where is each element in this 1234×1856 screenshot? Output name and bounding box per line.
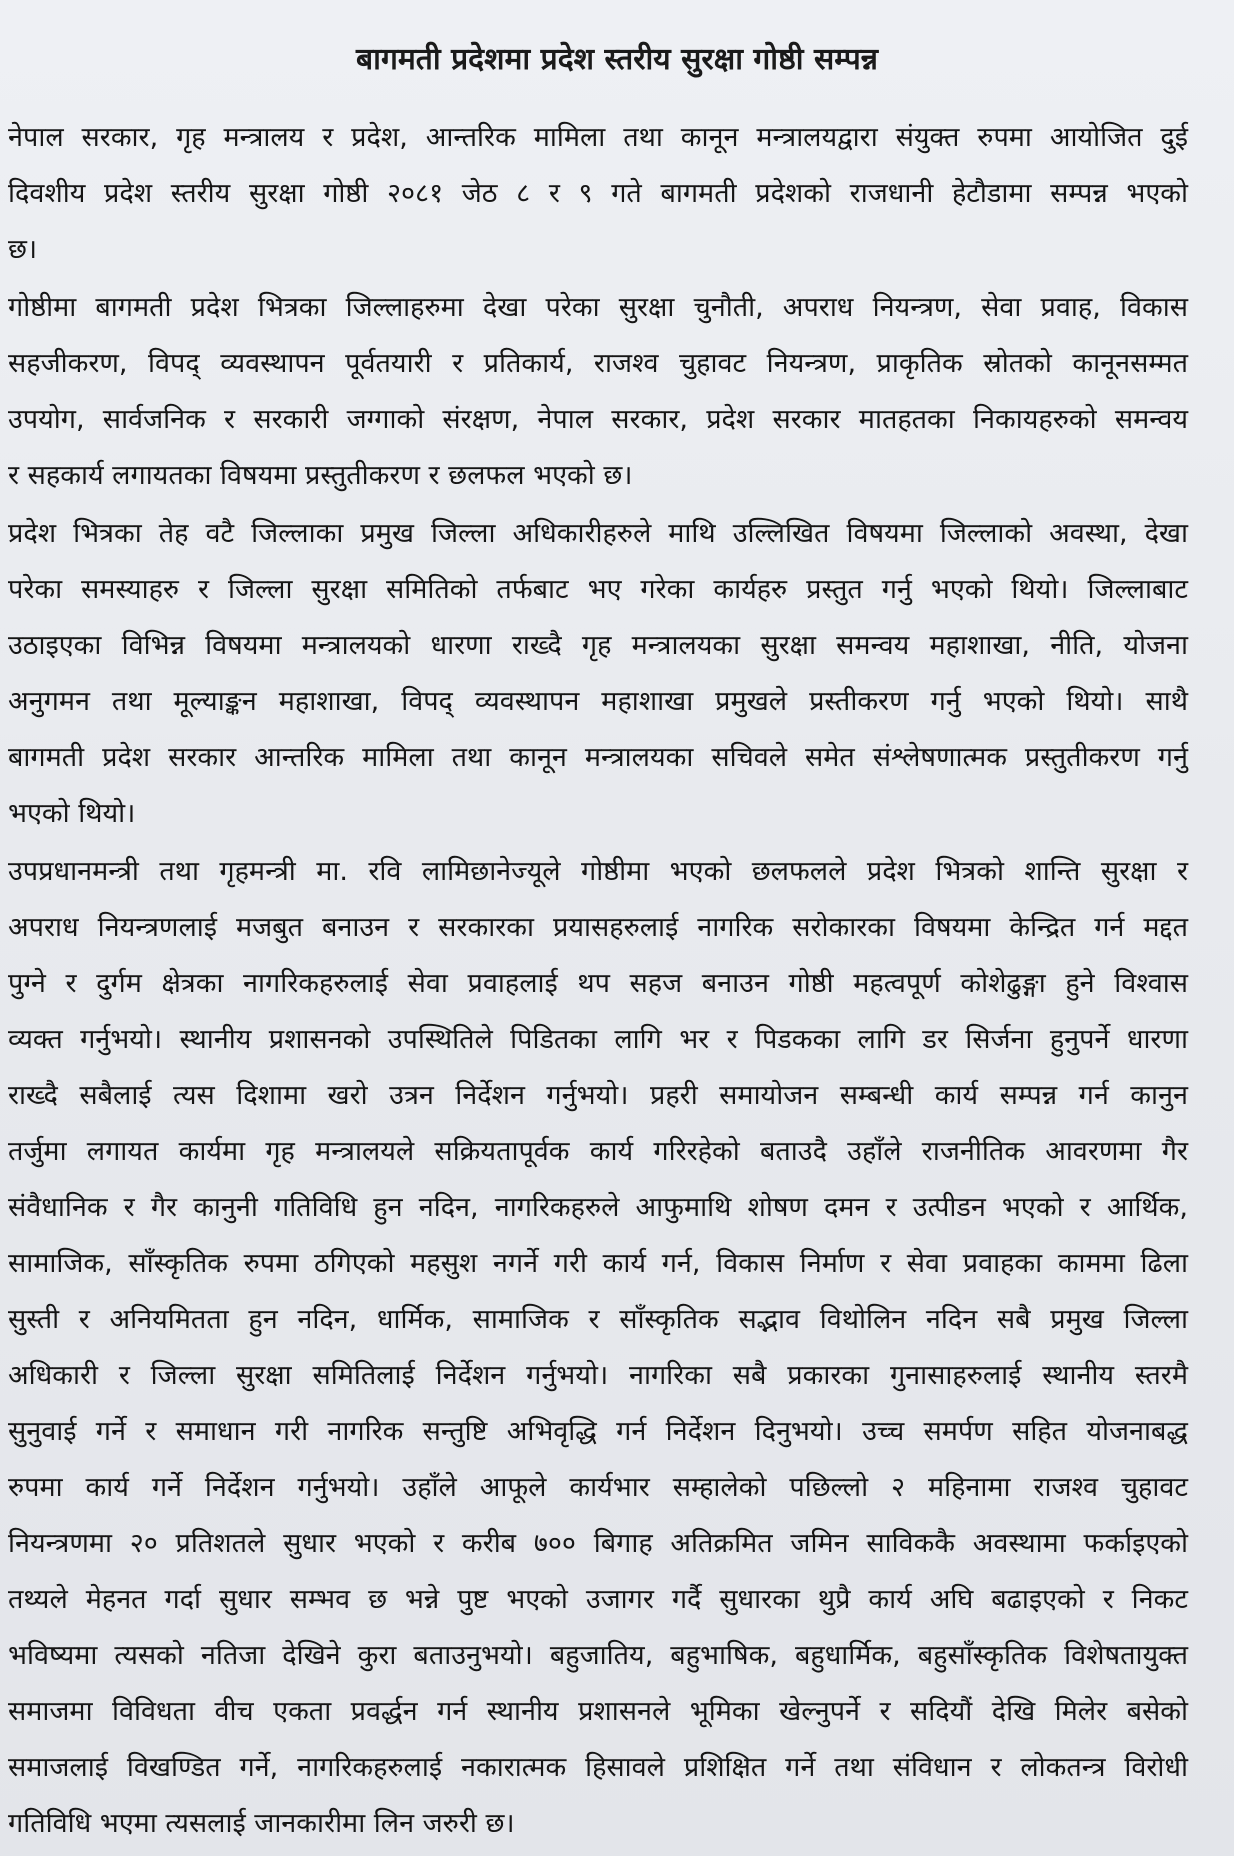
paragraph	[8, 844, 1188, 1852]
document-title: बागमती प्रदेशमा प्रदेश स्तरीय सुरक्षा गोष्ठी सम्पन्न	[356, 42, 878, 77]
text-line: अधिकारी र जिल्ला सुरक्षा समितिलाई निर्देशन गर्नुभयो। नागरिका सबै प्रकारका गुनासाहरुलाई स्थानीय स्तरमै	[8, 1360, 1188, 1391]
text-line: अपराध नियन्त्रणलाई मजबुत बनाउन र सरकारका प्रयासहरुलाई नागरिक सरोकारका विषयमा केन्द्रित गर्न मद्दत	[8, 912, 1188, 943]
paragraph	[8, 280, 1188, 504]
text-line: सुस्ती र अनियमितता हुन नदिन, धार्मिक, सामाजिक र साँस्कृतिक सद्भाव विथोलिन नदिन सबै प्रमुख जिल्ला	[8, 1304, 1188, 1335]
text-line: तर्जुमा लगायत कार्यमा गृह मन्त्रालयले सक्रियतापूर्वक कार्य गरिरहेको बताउदै उहाँले राजनीतिक आवरणमा गैर	[8, 1136, 1188, 1167]
text-line: सामाजिक, साँस्कृतिक रुपमा ठगिएको महसुश नगर्ने गरी कार्य गर्न, विकास निर्माण र सेवा प्रवाहका काममा ढिला	[8, 1248, 1188, 1279]
text-line: तथ्यले मेहनत गर्दा सुधार सम्भव छ भन्ने पुष्ट भएको उजागर गर्दै सुधारका थुप्रै कार्य अघि बढाइएको र निकट	[8, 1584, 1188, 1615]
text-line: राख्दै सबैलाई त्यस दिशामा खरो उत्रन निर्देशन गर्नुभयो। प्रहरी समायोजन सम्बन्धी कार्य सम्पन्न गर्न कानुन	[8, 1080, 1188, 1111]
text-line: भविष्यमा त्यसको नतिजा देखिने कुरा बताउनुभयो। बहुजातिय, बहुभाषिक, बहुधार्मिक, बहुसाँस्कृतिक विशेषतायुक्त	[8, 1640, 1188, 1671]
text-line: गोष्ठीमा बागमती प्रदेश भित्रका जिल्लाहरुमा देखा परेका सुरक्षा चुनौती, अपराध नियन्त्रण, सेवा प्रवाह, विकास	[8, 292, 1188, 323]
text-line: दिवशीय प्रदेश स्तरीय सुरक्षा गोष्ठी २०८१ जेठ ८ र ९ गते बागमती प्रदेशको राजधानी हेटौडामा सम्पन्न भएको	[8, 178, 1188, 209]
text-line: गतिविधि भएमा त्यसलाई जानकारीमा लिन जरुरी छ।	[8, 1808, 515, 1839]
text-line: पुग्ने र दुर्गम क्षेत्रका नागरिकहरुलाई सेवा प्रवाहलाई थप सहज बनाउन गोष्ठी महत्वपूर्ण कोशेढुङ्गा हुने विश्वास	[8, 968, 1188, 999]
text-line: समाजलाई विखण्डित गर्ने, नागरिकहरुलाई नकारात्मक हिसावले प्रशिक्षित गर्ने तथा संविधान र लोकतन्त्र विरोधी	[8, 1752, 1188, 1783]
text-line: सुनुवाई गर्ने र समाधान गरी नागरिक सन्तुष्टि अभिवृद्धि गर्न निर्देशन दिनुभयो। उच्च समर्पण सहित योजनाबद्ध	[8, 1416, 1188, 1447]
text-line: बागमती प्रदेश सरकार आन्तरिक मामिला तथा कानून मन्त्रालयका सचिवले समेत संश्लेषणात्मक प्रस्तुतीकरण गर्नु	[8, 742, 1188, 773]
text-line: र सहकार्य लगायतका विषयमा प्रस्तुतीकरण र छलफल भएको छ।	[8, 460, 633, 491]
text-line: समाजमा विविधता वीच एकता प्रवर्द्धन गर्न स्थानीय प्रशासनले भूमिका खेल्नुपर्ने र सदियौं देखि मिलेर बसेको	[8, 1696, 1188, 1727]
text-line: नेपाल सरकार, गृह मन्त्रालय र प्रदेश, आन्तरिक मामिला तथा कानून मन्त्रालयद्वारा संयुक्त रुपमा आयोजित दुई	[8, 122, 1188, 153]
paragraph	[8, 110, 1188, 278]
text-line: व्यक्त गर्नुभयो। स्थानीय प्रशासनको उपस्थितिले पिडितका लागि भर र पिडकका लागि डर सिर्जना हुनुपर्ने धारणा	[8, 1024, 1188, 1055]
text-line: उपप्रधानमन्त्री तथा गृहमन्त्री मा. रवि लामिछानेज्यूले गोष्ठीमा भएको छलफलले प्रदेश भित्रको शान्ति सुरक्षा र	[8, 856, 1188, 887]
paragraph	[8, 506, 1188, 842]
text-line: सहजीकरण, विपद् व्यवस्थापन पूर्वतयारी र प्रतिकार्य, राजश्व चुहावट नियन्त्रण, प्राकृतिक स्रोतको कानूनसम्मत	[8, 348, 1188, 379]
text-line: छ।	[8, 234, 38, 265]
text-line: प्रदेश भित्रका तेह वटै जिल्लाका प्रमुख जिल्ला अधिकारीहरुले माथि उल्लिखित विषयमा जिल्लाको अवस्था, देखा	[8, 518, 1188, 549]
text-line: नियन्त्रणमा २० प्रतिशतले सुधार भएको र करीब ७०० बिगाह अतिक्रमित जमिन साविककै अवस्थामा फर्काइएको	[8, 1528, 1188, 1559]
text-line: परेका समस्याहरु र जिल्ला सुरक्षा समितिको तर्फबाट भए गरेका कार्यहरु प्रस्तुत गर्नु भएको थियो। जिल्लाबाट	[8, 574, 1188, 605]
text-line: रुपमा कार्य गर्ने निर्देशन गर्नुभयो। उहाँले आफूले कार्यभार सम्हालेको पछिल्लो २ महिनामा राजश्व चुहावट	[8, 1472, 1188, 1503]
text-line: अनुगमन तथा मूल्याङ्कन महाशाखा, विपद् व्यवस्थापन महाशाखा प्रमुखले प्रस्तीकरण गर्नु भएको थियो। साथै	[8, 686, 1188, 717]
text-line: भएको थियो।	[8, 798, 136, 829]
text-line: संवैधानिक र गैर कानुनी गतिविधि हुन नदिन, नागरिकहरुले आफुमाथि शोषण दमन र उत्पीडन भएको र आर्थिक,	[8, 1192, 1188, 1223]
text-line: उठाइएका विभिन्न विषयमा मन्त्रालयको धारणा राख्दै गृह मन्त्रालयका सुरक्षा समन्वय महाशाखा, नीति, योजना	[8, 630, 1188, 661]
text-line: उपयोग, सार्वजनिक र सरकारी जग्गाको संरक्षण, नेपाल सरकार, प्रदेश सरकार मातहतका निकायहरुको समन्वय	[8, 404, 1188, 435]
document-body	[8, 110, 1188, 1854]
